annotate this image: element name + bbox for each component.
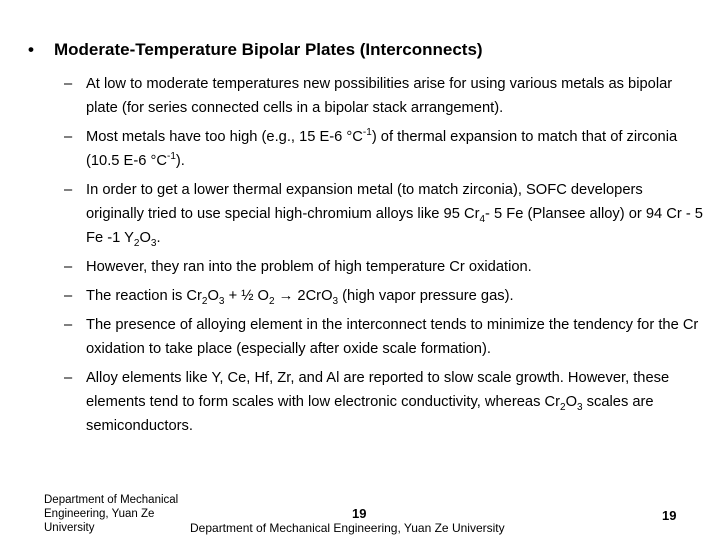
slide-heading bbox=[28, 40, 483, 60]
dash-icon: – bbox=[64, 182, 73, 198]
dash-icon: – bbox=[64, 76, 73, 92]
list-item bbox=[64, 72, 704, 120]
item-text: Alloy elements like Y, Ce, Hf, Zr, and Al are reported to slow scale growth. However, these elements tend to form scales with low electronic conductivity, whereas $Cr_2O_3$ scales are semiconductors. bbox=[86, 370, 670, 434]
bullet-list bbox=[64, 72, 704, 443]
list-item bbox=[64, 178, 704, 250]
dash-icon: – bbox=[64, 259, 73, 275]
slide-title: Moderate-Temperature Bipolar Plates (Interconnects) bbox=[54, 40, 483, 59]
list-item bbox=[64, 313, 704, 361]
bullet-icon: • bbox=[28, 40, 34, 59]
footer-center-text: Department of Mechanical Engineering, Yuan Ze University bbox=[190, 521, 505, 535]
item-text: The presence of alloying element in the interconnect tends to minimize the tendency for the Cr oxidation to take place (especially after oxide scale formation). bbox=[86, 317, 699, 357]
item-text: The reaction is $Cr_2O_3$ + ½ $O_2 \to 2CrO_3$ (high vapor pressure gas). bbox=[86, 288, 514, 307]
footer-department: Department of Mechanical Engineering, Yuan Ze University bbox=[44, 494, 179, 534]
item-text: Most metals have too high (e.g., 15 E-6 $^\circ C^{-1}$) of thermal expansion to match that of zirconia (10.5 E-6 $^\circ C^{-1}$). bbox=[86, 127, 678, 169]
dash-icon: – bbox=[64, 129, 73, 145]
arrow-icon: → bbox=[278, 288, 294, 304]
item-text: At low to moderate temperatures new possibilities arise for using various metals as bipolar plate (for series connected cells in a bipolar stack arrangement). bbox=[86, 76, 673, 116]
page-number: 19 bbox=[662, 508, 677, 523]
dash-icon: – bbox=[64, 288, 73, 304]
list-item bbox=[64, 255, 704, 279]
dash-icon: – bbox=[64, 317, 73, 333]
item-text: However, they ran into the problem of high temperature Cr oxidation. bbox=[86, 259, 532, 275]
footer-slide-number: 19 bbox=[352, 506, 367, 521]
item-text: In order to get a lower thermal expansion metal (to match zirconia), SOFC developers originally tried to use special high-chromium alloys like 95 $Cr_4-$ 5 Fe (Plansee alloy) or 94 Cr - 5 Fe -1 $Y_2O_3$. bbox=[86, 182, 703, 249]
list-item bbox=[64, 125, 704, 173]
list-item bbox=[64, 284, 704, 308]
list-item bbox=[64, 366, 704, 438]
dash-icon: – bbox=[64, 370, 73, 386]
